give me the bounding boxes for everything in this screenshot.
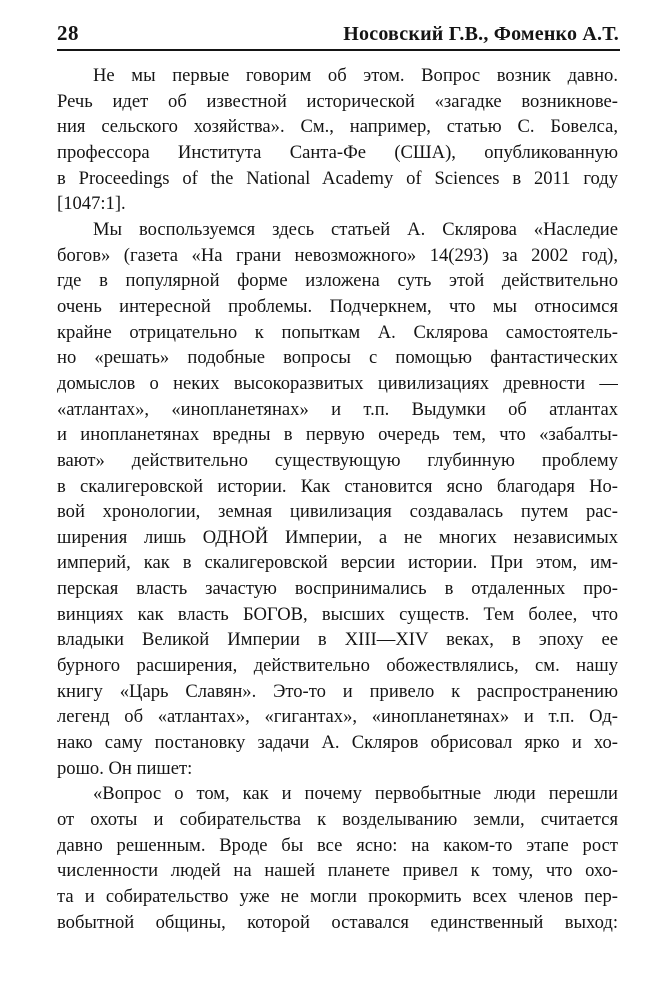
paragraph <box>57 63 618 217</box>
text-line: и инопланетянах вредны в первую очередь тем, что «забалты- <box>57 424 618 446</box>
text-line: нако саму постановку задачи А. Скляров обрисовал ярко и хо- <box>57 732 618 754</box>
text-line: рошо. Он пишет: <box>57 757 193 779</box>
text-line: империй, как в скалигеровской версии истории. При этом, им- <box>57 552 618 574</box>
text-line: крайне отрицательно к попыткам А. Склярова самостоятель- <box>57 321 618 343</box>
text-line: владыки Великой Империи в XIII—XIV веках, в эпоху ее <box>57 629 618 651</box>
header-rule <box>57 49 620 51</box>
text-line: бурного расширения, действительно обожествлялись, см. нашу <box>57 655 618 677</box>
text-line: домыслов о неких высокоразвитых цивилизациях древности — <box>57 372 618 394</box>
text-line: книгу «Царь Славян». Это-то и привело к распространению <box>57 680 618 702</box>
text-line: «атлантах», «инопланетянах» и т.п. Выдумки об атлантах <box>57 398 618 420</box>
text-line: профессора Института Санта-Фе (США), опубликованную <box>57 141 618 163</box>
text-line: ширения лишь ОДНОЙ Империи, а не многих независимых <box>57 526 618 548</box>
text-line: от охоты и собирательства к возделыванию земли, считается <box>57 809 618 831</box>
text-line: где в популярной форме изложена суть этой действительно <box>57 270 618 292</box>
header-authors: Носовский Г.В., Фоменко А.Т. <box>343 23 619 45</box>
text-line: в Proceedings of the National Academy of Sciences в 2011 году <box>57 167 618 189</box>
text-line: вают» действительно существующую глубинную проблему <box>57 449 618 471</box>
text-line: ния сельского хозяйства». См., например, статью С. Бовелса, <box>57 116 618 138</box>
page-number: 28 <box>57 21 79 45</box>
text-line: вобытной общины, которой оставался единственный выход: <box>57 911 618 933</box>
running-header <box>57 21 619 46</box>
text-line: давно решенным. Вроде бы все ясно: на каком-то этапе рост <box>57 834 618 856</box>
paragraph <box>57 781 618 935</box>
text-line: перская власть зачастую воспринимались в отдаленных про- <box>57 578 618 600</box>
text-line: численности людей на нашей планете привел к тому, что охо- <box>57 860 618 882</box>
text-line: та и собирательство уже не могли прокормить всех членов пер- <box>57 886 618 907</box>
paragraph <box>57 217 618 781</box>
page-body <box>57 63 618 935</box>
text-line: винциях как власть БОГОВ, высших существ. Тем более, что <box>57 603 618 625</box>
text-line: легенд об «атлантах», «гигантах», «инопланетянах» и т.п. Од- <box>57 706 618 728</box>
text-line: вой хронологии, земная цивилизация создавалась путем рас- <box>57 501 618 523</box>
text-line: Речь идет об известной исторической «загадке возникнове- <box>57 90 618 112</box>
text-line: [1047:1]. <box>57 193 126 215</box>
text-line: богов» (газета «На грани невозможного» 14(293) за 2002 год), <box>57 244 618 266</box>
text-line: Не мы первые говорим об этом. Вопрос возник давно. <box>93 65 618 86</box>
text-line: в скалигеровской истории. Как становится ясно благодаря Но- <box>57 475 618 497</box>
text-line: Мы воспользуемся здесь статьей А. Склярова «Наследие <box>93 218 618 240</box>
text-line: «Вопрос о том, как и почему первобытные люди перешли <box>93 783 618 805</box>
text-line: но «решать» подобные вопросы с помощью фантастических <box>57 347 618 369</box>
text-line: очень интересной проблемы. Подчеркнем, что мы относимся <box>57 295 618 317</box>
